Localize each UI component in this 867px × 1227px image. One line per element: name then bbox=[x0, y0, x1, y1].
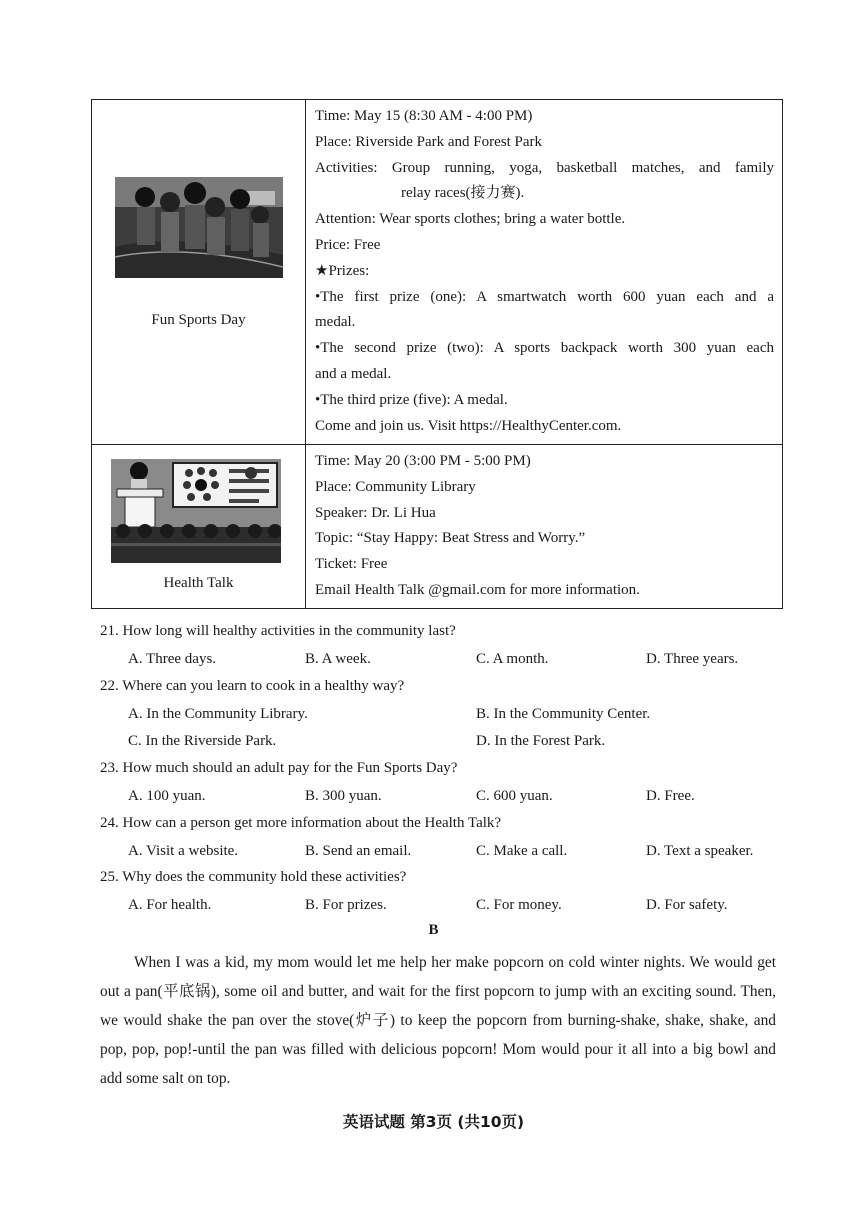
event-join: Come and join us. Visit https://HealthyCenter.com. bbox=[315, 417, 622, 434]
option-c: C. A month. bbox=[476, 651, 549, 667]
event-name: Health Talk bbox=[163, 575, 234, 591]
first-prize-cont: medal. bbox=[315, 314, 356, 331]
event-email: Email Health Talk @gmail.com for more information. bbox=[315, 581, 640, 598]
option-b: B. 300 yuan. bbox=[305, 788, 382, 804]
second-prize: •The second prize (two): A sports backpack worth 300 yuan each bbox=[315, 340, 774, 357]
question-25: 25. Why does the community hold these activities? bbox=[100, 869, 407, 885]
option-a: A. Visit a website. bbox=[128, 843, 239, 859]
second-prize-cont: and a medal. bbox=[315, 365, 392, 382]
event-activities: Activities: Group running, yoga, basketball matches, and family bbox=[315, 159, 774, 176]
third-prize: •The third prize (five): A medal. bbox=[315, 391, 508, 408]
option-b: B. Send an email. bbox=[305, 843, 412, 859]
option-a: A. For health. bbox=[128, 897, 212, 913]
event-prizes-heading: ★Prizes: bbox=[315, 262, 370, 279]
option-c: C. Make a call. bbox=[476, 843, 568, 859]
option-d: D. Text a speaker. bbox=[646, 843, 754, 859]
event-time: Time: May 15 (8:30 AM - 4:00 PM) bbox=[315, 108, 533, 124]
reading-passage: When I was a kid, my mom would let me help her make popcorn on cold winter nights. We would get out a pan(平底锅), some oil and butter, and wait for the first popcorn to jump with an exciting sound. Then, we would shake the pan over the stove(炉子) to keep the popcorn from burning-shake, shake, shake, and pop, pop, pop!-until the pan was filled with delicious popcorn! Mom would pour it all into a big bowl and add some salt on top. bbox=[100, 954, 776, 1087]
option-c: C. In the Riverside Park. bbox=[128, 733, 277, 749]
event-name: Fun Sports Day bbox=[151, 312, 246, 328]
event-topic: Topic: “Stay Happy: Beat Stress and Worry.” bbox=[315, 530, 586, 547]
option-b: B. For prizes. bbox=[305, 897, 387, 913]
runners-photo bbox=[115, 177, 283, 278]
option-c: C. 600 yuan. bbox=[476, 788, 553, 804]
option-d: D. Three years. bbox=[646, 651, 739, 667]
event-row-fun-sports-day bbox=[92, 100, 783, 445]
option-a: A. Three days. bbox=[128, 651, 217, 667]
event-time: Time: May 20 (3:00 PM - 5:00 PM) bbox=[315, 453, 531, 469]
option-c: C. For money. bbox=[476, 897, 562, 913]
option-a: A. In the Community Library. bbox=[128, 706, 308, 722]
event-speaker: Speaker: Dr. Li Hua bbox=[315, 504, 436, 521]
question-24: 24. How can a person get more information about the Health Talk? bbox=[100, 815, 502, 831]
events-table bbox=[91, 99, 783, 609]
section-heading: B bbox=[428, 922, 439, 938]
option-a: A. 100 yuan. bbox=[128, 788, 206, 804]
event-place: Place: Riverside Park and Forest Park bbox=[315, 133, 543, 150]
event-place: Place: Community Library bbox=[315, 478, 476, 495]
option-d: D. For safety. bbox=[646, 897, 728, 913]
question-22: 22. Where can you learn to cook in a healthy way? bbox=[100, 678, 405, 694]
option-d: D. Free. bbox=[646, 788, 695, 804]
option-d: D. In the Forest Park. bbox=[476, 733, 606, 749]
event-row-health-talk bbox=[92, 445, 783, 609]
event-activities-cont: relay races(接力赛). bbox=[401, 185, 525, 202]
option-b: B. In the Community Center. bbox=[476, 706, 651, 722]
question-21: 21. How long will healthy activities in the community last? bbox=[100, 623, 456, 639]
event-attention: Attention: Wear sports clothes; bring a water bottle. bbox=[315, 211, 626, 228]
lecture-photo bbox=[111, 459, 281, 563]
event-price: Price: Free bbox=[315, 236, 381, 253]
question-23: 23. How much should an adult pay for the Fun Sports Day? bbox=[100, 760, 458, 776]
event-ticket: Ticket: Free bbox=[315, 556, 388, 573]
option-b: B. A week. bbox=[305, 651, 371, 667]
page-footer: 英语试题 第3页 (共10页) bbox=[342, 1113, 525, 1131]
first-prize: •The first prize (one): A smartwatch worth 600 yuan each and a bbox=[315, 288, 774, 305]
